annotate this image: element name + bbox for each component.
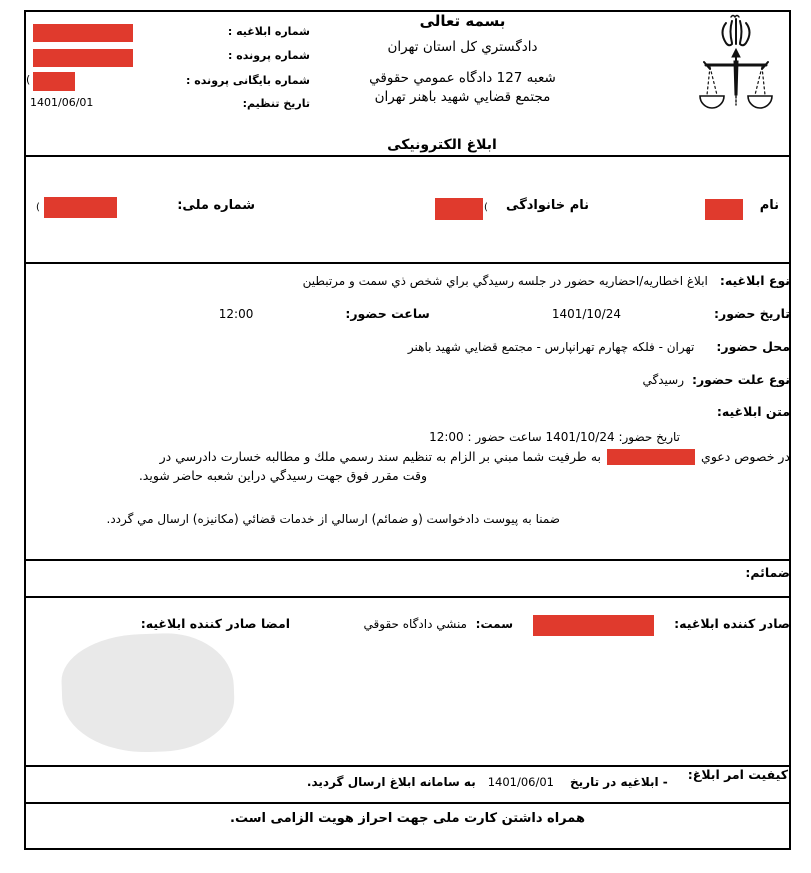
- hearing-time-value: 12:00: [218, 307, 254, 321]
- notice-type-value: ابلاغ اخطاریه/احضاریه حضور در جلسه رسیدگي براي شخص ذي سمت و مرتبطین: [302, 274, 708, 288]
- last-name-redaction: [435, 198, 483, 220]
- paragraph-after-redaction: به طرفیت شما مبني بر الزام به تنظیم سند رسمي ملك و مطالبه خسارت دادرسي در: [159, 449, 602, 464]
- doc-type-title: ابلاغ الکترونیکی: [387, 137, 497, 153]
- issue-date-label: تاریخ تنظیم:: [242, 97, 310, 110]
- case-party-redaction: [607, 449, 695, 465]
- issuer-label: صادر کننده ابلاغیه:: [674, 616, 790, 631]
- hearing-location-label: محل حضور:: [716, 339, 790, 354]
- hearing-time-label: ساعت حضور:: [345, 306, 430, 321]
- hearing-datetime-row: [219, 306, 790, 321]
- section-divider-issuer: [26, 765, 789, 767]
- archive-number-remnant: (: [26, 73, 31, 86]
- archive-number-label: شماره بایگانی پرونده :: [185, 74, 310, 87]
- hearing-reason-label: نوع علت حضور:: [691, 372, 790, 387]
- section-divider-body: [26, 559, 789, 561]
- section-divider-delivery: [26, 802, 789, 804]
- hearing-reason-row: [643, 372, 791, 387]
- notice-number-redaction: [33, 24, 133, 42]
- notice-number-label: شماره ابلاغیه :: [227, 25, 310, 38]
- header-title-block: [330, 12, 595, 106]
- branch-line-2: مجتمع قضايي شهيد باهنر تهران: [374, 89, 551, 106]
- national-id-remnant: (: [36, 202, 40, 213]
- first-name-redaction: [705, 199, 743, 220]
- notice-type-label: نوع ابلاغیه:: [719, 273, 790, 288]
- notice-text-datetime-line: تاریخ حضور: 1401/10/24 ساعت حضور : 12:00: [429, 430, 680, 444]
- section-divider-attachments: [26, 596, 789, 598]
- hearing-reason-value: رسیدگي: [642, 373, 684, 387]
- case-number-redaction: [33, 49, 133, 67]
- case-number-label: شماره پرونده :: [228, 49, 310, 62]
- judiciary-emblem-icon: [698, 12, 774, 128]
- notice-type-row: [303, 273, 790, 288]
- delivery-sent-suffix: به سامانه ابلاغ ارسال گردید.: [306, 775, 476, 789]
- notice-text-paragraph-line1: [160, 449, 790, 465]
- issuer-name-redaction: [533, 615, 654, 636]
- branch-line-1: شعبه 127 دادگاه عمومي حقوقي: [369, 70, 556, 87]
- signature-redaction-blob: [60, 631, 236, 755]
- issuer-signature-label: امضا صادر کننده ابلاغیه:: [140, 616, 290, 631]
- issuer-position-label: سمت:: [475, 617, 513, 631]
- hearing-date-value: 1401/10/24: [551, 307, 621, 321]
- section-divider-header: [26, 155, 789, 157]
- section-divider-recipient: [26, 262, 789, 264]
- notice-text-label: متن ابلاغیه:: [716, 404, 790, 419]
- org-name: دادگستري کل استان تهران: [387, 39, 538, 55]
- notice-text-paragraph-line2: وقت مقرر فوق جهت رسیدگي دراین شعبه حاضر شوید.: [138, 468, 427, 483]
- last-name-remnant: (: [484, 202, 488, 213]
- bismillah-text: بسمه تعالی: [419, 12, 506, 30]
- issue-date-value: 1401/06/01: [30, 96, 94, 109]
- last-name-label: نام خانوادگی: [506, 198, 589, 213]
- hearing-location-row: [408, 339, 790, 354]
- attachment-note: ضمنا به پیوست دادخواست (و ضمائم) ارسالي از خدمات قضائي (مکانیزه) ارسال مي گردد.: [106, 512, 560, 526]
- first-name-label: نام: [759, 198, 779, 213]
- national-id-redaction: [44, 197, 117, 218]
- archive-number-redaction: [33, 72, 75, 91]
- delivery-quality-label: کیفیت امر ابلاغ:: [687, 767, 788, 782]
- national-id-label: شماره ملی:: [177, 198, 255, 213]
- hearing-location-value: تهران - فلکه چهارم تهرانپارس - مجتمع قضايي شهيد باهنر: [407, 340, 695, 354]
- hearing-date-label: تاریخ حضور:: [714, 306, 790, 321]
- footer-note: همراه داشتن کارت ملی جهت احراز هویت الزامی است.: [230, 811, 585, 826]
- delivery-quality-row: [306, 767, 788, 790]
- issuer-position-value: منشي دادگاه حقوقي: [363, 617, 467, 631]
- attachments-label: ضمائم:: [745, 565, 790, 580]
- paragraph-before-redaction: در خصوص دعوي: [701, 449, 790, 464]
- delivery-sent-prefix: - ابلاغیه در تاریخ: [570, 775, 668, 789]
- delivery-sent-date: 1401/06/01: [487, 775, 555, 789]
